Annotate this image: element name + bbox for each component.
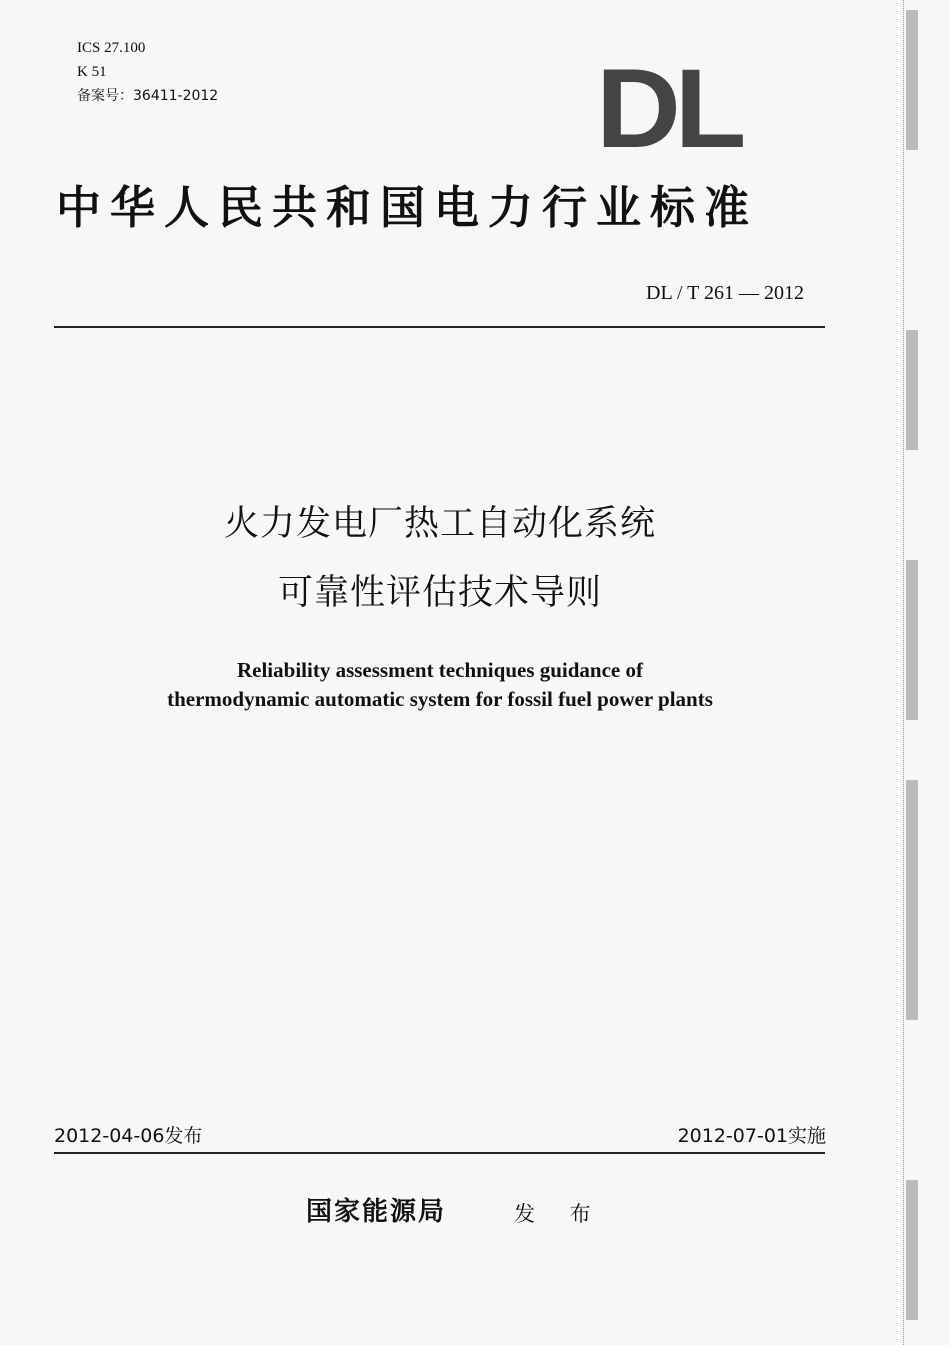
binding-mark bbox=[906, 10, 918, 150]
chinese-title-line-2: 可靠性评估技术导则 bbox=[277, 573, 602, 613]
binding-mark bbox=[906, 1180, 918, 1320]
chinese-title-line-1: 火力发电厂热工自动化系统 bbox=[223, 504, 656, 544]
top-divider bbox=[54, 326, 825, 328]
binding-mark bbox=[906, 560, 918, 720]
binding-mark bbox=[906, 780, 918, 1020]
scan-binding-edge bbox=[903, 0, 920, 1345]
standard-category-title: 中华人民共和国电力行业标准 bbox=[56, 181, 759, 234]
bottom-divider bbox=[54, 1152, 825, 1154]
issue-date: 2012-04-06发布 bbox=[54, 1125, 203, 1147]
binding-mark bbox=[906, 330, 918, 450]
issue-label: 发 布 bbox=[514, 1202, 605, 1226]
dl-logo: DL bbox=[596, 66, 741, 152]
issuing-authority: 国家能源局 bbox=[306, 1197, 447, 1227]
ics-code: ICS 27.100 bbox=[77, 40, 146, 56]
english-title-line-2: thermodynamic automatic system for fossil fuel power plants bbox=[167, 687, 713, 711]
effective-date: 2012-07-01实施 bbox=[677, 1125, 826, 1147]
k-code: K 51 bbox=[77, 64, 107, 80]
english-title-line-1: Reliability assessment techniques guidance of bbox=[236, 658, 643, 682]
record-number: 备案号：36411-2012 bbox=[77, 88, 219, 104]
standard-number: DL / T 261 — 2012 bbox=[646, 282, 804, 304]
